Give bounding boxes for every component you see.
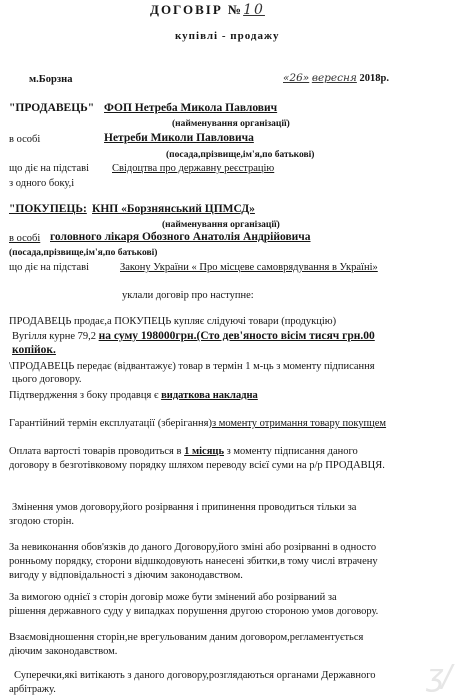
termination-line-2: рішення державного суду у випадках порушення другою стороною умов договору. <box>9 606 379 617</box>
payment-term: 1 місяць <box>184 446 224 457</box>
relations-line-1: Взаємовідношення сторін,не врегульованим даним договором,регламентується <box>9 632 364 643</box>
confirmation-lead: Підтвердження з боку продавця є <box>9 390 159 401</box>
seller-label: "ПРОДАВЕЦЬ" <box>9 102 95 114</box>
buyer-in-person-caption: (посада,прізвище,ім'я,по батькові) <box>9 248 158 258</box>
relations-line-2: діючим законодавством. <box>9 646 118 657</box>
disputes-line-2: арбітражу. <box>9 684 56 695</box>
confirmation-line <box>9 390 258 402</box>
warranty-lead: Гарантійний термін експлуатації (зберігання) <box>9 418 212 429</box>
date-month: вересня <box>311 72 357 84</box>
liability-line-3: вигоду у відповідальності з діючим законодавством. <box>9 570 243 581</box>
contract-title <box>150 4 265 16</box>
seller-basis-label: що діє на підставі <box>9 163 90 174</box>
buyer-in-person: головного лікаря Обозного Анатолія Андрійовича <box>50 231 311 243</box>
goods-sum: на суму 198000грн.(Сто дев'яносто вісім тисяч грн.00 <box>98 330 375 342</box>
delivery-line-2: цього договору. <box>12 374 82 385</box>
disputes-line-1: Суперечки,які витікають з даного договору,розглядаються органами Державного <box>14 670 376 681</box>
payment-lead: Оплата вартості товарів проводиться в <box>9 446 182 457</box>
contract-subtitle: купівлі - продажу <box>175 30 280 42</box>
warranty-term: з моменту отримання товару покупцем <box>211 418 387 429</box>
seller-side: з одного боку,і <box>9 178 75 189</box>
liability-line-1: За невиконання обов'язків до даного Договору,його зміні або розірванні в односто <box>9 542 377 553</box>
confirmation-doc: видаткова накладна <box>161 390 258 401</box>
seller-in-person: Нетреби Миколи Павловича <box>104 132 254 144</box>
agreed-line: уклали договір про наступне: <box>122 290 254 301</box>
buyer-name-caption: (найменування організації) <box>162 220 280 230</box>
buyer-in-person-label: в особі <box>9 233 41 244</box>
seller-name-caption: (найменування організації) <box>172 119 290 129</box>
goods-line-2 <box>12 330 375 343</box>
delivery-line-1: \ПРОДАВЕЦЬ передає (відвантажує) товар в термін 1 м-ць з моменту підписання <box>9 361 375 372</box>
buyer-basis-label: що діє на підставі <box>9 262 90 273</box>
date-day: «26» <box>283 72 310 84</box>
buyer-label: "ПОКУПЕЦЬ: <box>9 203 87 215</box>
seller-in-person-caption: (посада,прізвище,ім'я,по батькові) <box>166 150 315 160</box>
termination-line-1: За вимогою однієї з сторін договір може бути змінений або розірваний за <box>9 592 337 603</box>
warranty-line <box>9 418 386 430</box>
goods-line-3: копійок. <box>12 344 56 356</box>
buyer-name: КНП «Борзнянський ЦПМСД» <box>92 203 255 215</box>
seller-basis: Свідоцтва про державну реєстрацію <box>112 163 275 174</box>
watermark-mark: ʒ/ <box>426 659 450 694</box>
contract-place: м.Борзна <box>29 74 73 85</box>
payment-line-1 <box>9 446 358 458</box>
goods-line-1: ПРОДАВЕЦЬ продає,а ПОКУПЕЦЬ купляє слідуючі товари (продукцію) <box>9 316 337 327</box>
payment-line-2: договору в безготівковому порядку шляхом переводу всієї суми на р/р ПРОДАВЦЯ. <box>9 460 385 471</box>
contract-number: 10 <box>243 2 265 18</box>
seller-name: ФОП Нетреба Микола Павлович <box>104 102 278 114</box>
payment-tail: з моменту підписання даного <box>226 446 358 457</box>
seller-in-person-label: в особі <box>9 134 41 145</box>
title-text: ДОГОВІР № <box>150 2 244 17</box>
changes-line-2: згодою сторін. <box>9 516 74 527</box>
contract-date <box>283 72 389 85</box>
buyer-basis: Закону України « Про місцеве самоврядування в Україні» <box>120 262 378 273</box>
date-year: 2018р. <box>359 73 389 84</box>
changes-line-1: Змінення умов договору,його розірвання і припинення проводиться тільки за <box>12 502 357 513</box>
goods-item: Вугілля курне 79,2 <box>12 331 97 342</box>
liability-line-2: ронньому порядку, сторони відшкодовують нанесені збитки,в тому числі втрачену <box>9 556 378 567</box>
